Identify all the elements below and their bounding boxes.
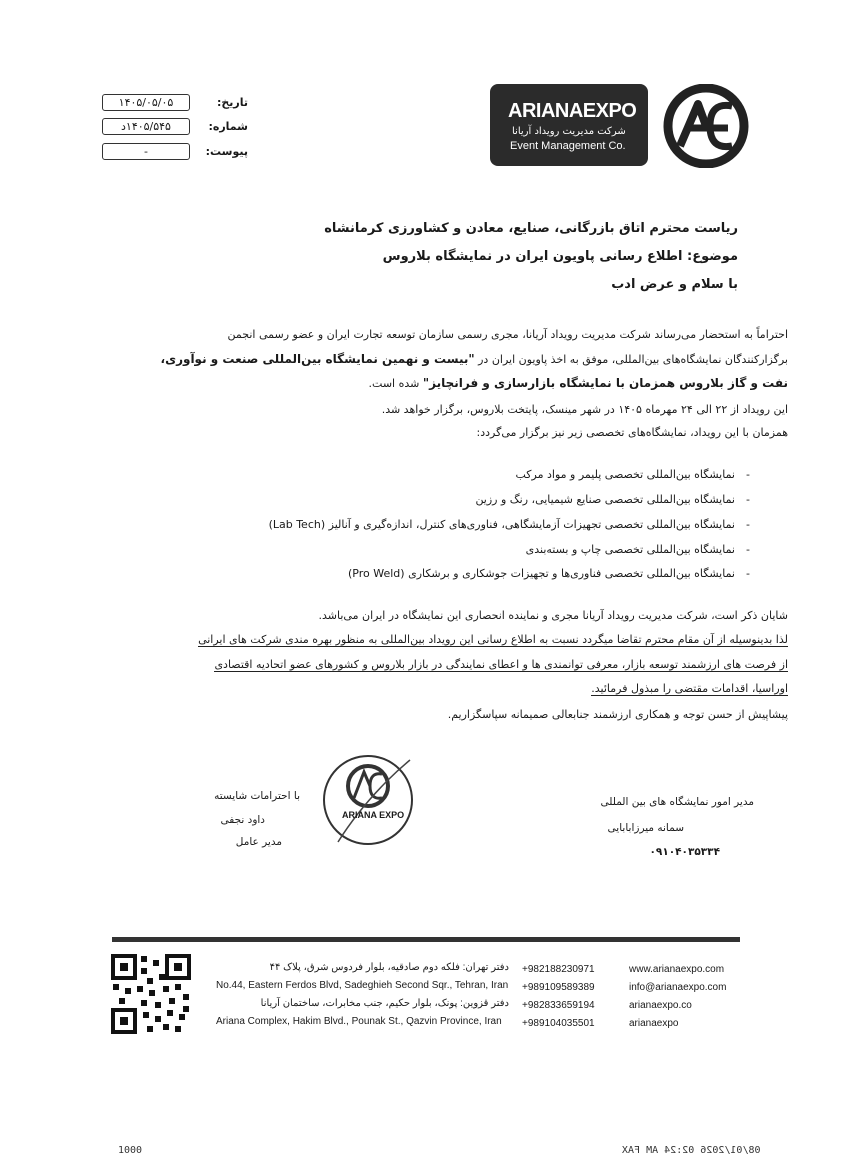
bullet-item: نمایشگاه بین‌المللی تخصصی چاپ و بسته‌بندی [525, 543, 735, 556]
p1-line3-plain: شده است. [368, 377, 423, 390]
paragraph-5-line-1: لذا بدینوسیله از آن مقام محترم تقاضا میگردد نسبت به اطلاع رسانی این رویداد بین‌المللی به منظور بهره مندی شرکت های ایرانی [198, 633, 788, 646]
bullet-dash: - [746, 567, 750, 580]
ae-emblem-icon [658, 84, 754, 168]
paragraph-2: این رویداد از ۲۲ الی ۲۴ مهرماه ۱۴۰۵ در شهر مینسک، پایتخت بلاروس، برگزار خواهد شد. [381, 403, 788, 416]
logo-plate [490, 84, 648, 166]
phone-number[interactable]: +989109589389 [522, 982, 595, 993]
brand-name: ARIANAEXPO [508, 100, 637, 122]
tehran-address-en: No.44, Eastern Ferdos Blvd, Sadeghieh Second Sqr., Tehran, Iran [216, 980, 509, 991]
footer-divider [112, 937, 740, 942]
fax-page-number: 1000 [118, 1145, 143, 1156]
phone-number[interactable]: +982188230971 [522, 964, 595, 975]
paragraph-1-line-1: احتراماً به استحضار می‌رساند شرکت مدیریت رویداد آریانا، مجری رسمی سازمان توسعه تجارت ایران و عضو رسمی انجمن [227, 328, 788, 341]
attachment-value: - [102, 143, 190, 160]
tehran-address-fa: دفتر تهران: فلکه دوم صادقیه، بلوار فردوس شرق، پلاک ۴۴ [269, 962, 509, 973]
company-logo [490, 84, 760, 168]
paragraph-1-line-2 [161, 352, 788, 366]
signatory-title: مدیر امور نمایشگاه های بین المللی [600, 796, 754, 808]
phone-number[interactable]: +982833659194 [522, 1000, 595, 1011]
greeting-line: با سلام و عرض ادب [611, 277, 738, 292]
subject-line: موضوع: اطلاع رسانی پاویون ایران در نمایشگاه بلاروس [382, 249, 738, 264]
paragraph-3: همزمان با این رویداد، نمایشگاه‌های تخصصی زیر نیز برگزار می‌گردد: [476, 426, 788, 439]
qazvin-address-fa: دفتر قزوین: پونک، بلوار حکیم، جنب مخابرات، ساختمان آریانا [260, 998, 509, 1009]
paragraph-4: شایان ذکر است، شرکت مدیریت رویداد آریانا مجری و نماینده انحصاری این نمایشگاه در ایران می‌باشد. [318, 609, 788, 622]
website-link[interactable]: www.arianaexpo.com [629, 964, 725, 975]
number-value: ۱۴۰۵/۵۴۵د [102, 118, 190, 135]
bullet-item: نمایشگاه بین‌المللی تخصصی پلیمر و مواد مرکب [515, 468, 735, 481]
brand-persian-name: شرکت مدیریت رویداد آریانا [512, 126, 626, 137]
email-link[interactable]: info@arianaexpo.com [629, 982, 727, 993]
stamp-text: ARIANA EXPO [342, 810, 405, 820]
recipient-line: ریاست محترم اتاق بازرگانی، صنایع، معادن و کشاورزی کرمانشاه [324, 221, 738, 236]
website-alt-link[interactable]: arianaexpo.co [629, 1000, 692, 1011]
bullet-dash: - [746, 518, 750, 531]
company-stamp [318, 750, 418, 850]
social-handle[interactable]: arianaexpo [629, 1018, 679, 1029]
bullet-item: نمایشگاه بین‌المللی تخصصی صنایع شیمیایی، رنگ و رزین [475, 493, 735, 506]
bullet-dash: - [746, 493, 750, 506]
signatory-name: سمانه میرزابابایی [607, 822, 684, 834]
ceo-name: داود نجفی [220, 814, 265, 826]
signatory-phone: ۰۹۱۰۴۰۳۵۳۳۴ [649, 846, 720, 858]
paragraph-1-line-3 [369, 376, 788, 390]
p1-line2-plain: برگزارکنندگان نمایشگاه‌های بین‌المللی، موفق به اخذ پاویون ایران در [474, 353, 788, 366]
date-label: تاریخ: [216, 96, 248, 109]
p1-line3-bold: نفت و گاز بلاروس همزمان با نمایشگاه بازارسازی و فرانچایز" [422, 376, 788, 390]
fax-timestamp: 08/01/2026 02:24 AM FAX [622, 1145, 761, 1156]
number-label: شماره: [208, 120, 248, 133]
bullet-item: نمایشگاه بین‌المللی تخصصی تجهیزات آزمایشگاهی، فناوری‌های کنترل، اندازه‌گیری و آنالیز (Lab Tech) [268, 518, 735, 531]
closing-line: پیشاپیش از حسن توجه و همکاری ارزشمند جنابعالی صمیمانه سپاسگزاریم. [447, 708, 788, 721]
bullet-dash: - [746, 468, 750, 481]
stamp-emblem-icon [318, 750, 418, 850]
attachment-label: پیوست: [205, 145, 248, 158]
brand-english-name: Event Management Co. [510, 140, 626, 152]
paragraph-5-line-2: از فرصت های ارزشمند توسعه بازار، معرفی توانمندی ها و اعطای نمایندگی در بازار بلاروس و کشورهای عضو اتحادیه اقتصادی [214, 658, 788, 671]
qazvin-address-en: Ariana Complex, Hakim Blvd., Pounak St., Qazvin Province, Iran [216, 1016, 502, 1027]
ceo-title: مدیر عامل [235, 836, 282, 848]
phone-number[interactable]: +989104035501 [522, 1018, 595, 1029]
bullet-dash: - [746, 543, 750, 556]
date-value: ۱۴۰۵/۰۵/۰۵ [102, 94, 190, 111]
paragraph-5-line-3: اوراسیا، اقدامات مقتضی را مبذول فرمائید. [591, 682, 788, 695]
p1-line2-bold: "بیست و نهمین نمایشگاه بین‌المللی صنعت و نوآوری، [160, 352, 475, 366]
qr-code-icon [111, 954, 191, 1034]
bullet-item: نمایشگاه بین‌المللی تخصصی فناوری‌ها و تجهیزات جوشکاری و برشکاری (Pro Weld) [348, 567, 735, 580]
regards-line: با احترامات شایسته [214, 790, 300, 802]
